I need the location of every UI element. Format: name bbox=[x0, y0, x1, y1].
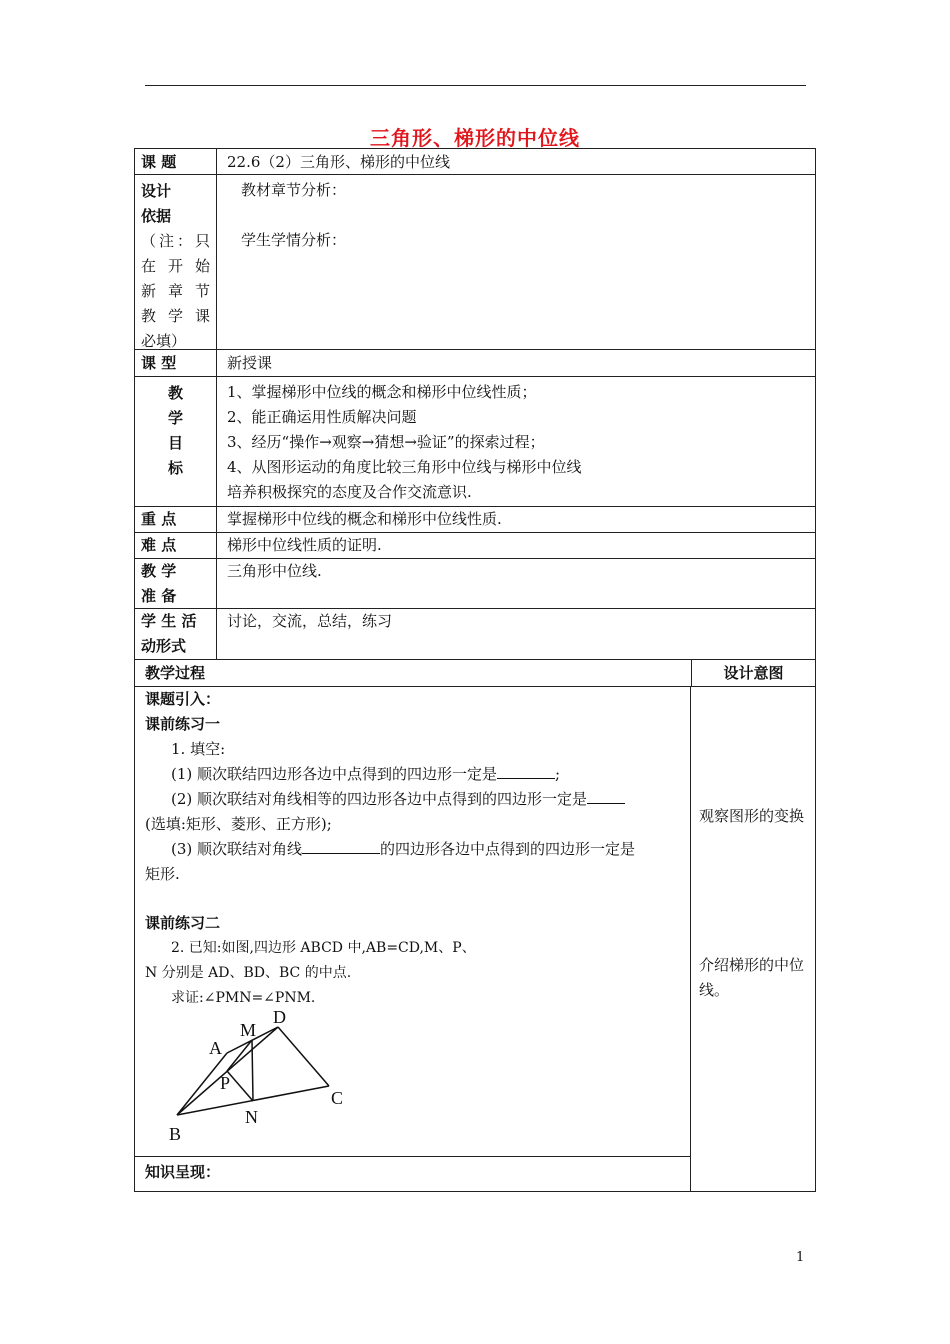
goal-item: 2、能正确运用性质解决问题 bbox=[227, 408, 417, 426]
lesson-table bbox=[134, 148, 816, 1192]
question-1c-text-2: 的四边形各边中点得到的四边形一定是 bbox=[380, 840, 636, 858]
label-b: B bbox=[169, 1124, 182, 1144]
page-title: 三角形、梯形的中位线 bbox=[370, 126, 580, 150]
trapezoid-figure bbox=[165, 1009, 355, 1144]
knowledge-row bbox=[135, 1156, 690, 1191]
question-1c bbox=[171, 837, 635, 862]
label-m: M bbox=[240, 1020, 257, 1040]
question-1c-text: (3) 顺次联结对角线 bbox=[171, 840, 303, 858]
key-label: 重 点 bbox=[135, 507, 217, 532]
goal-item: 3、经历“操作→观察→猜想→验证”的探索过程； bbox=[227, 433, 545, 451]
goals-label-char: 标 bbox=[167, 459, 183, 477]
process-heading: 教学过程 bbox=[145, 664, 206, 682]
segment-pn bbox=[227, 1071, 253, 1101]
knowledge-heading: 知识呈现： bbox=[145, 1163, 221, 1181]
basis-label-1: 设计 bbox=[141, 182, 172, 200]
type-label: 课 型 bbox=[135, 350, 217, 376]
basis-note-5: 必填） bbox=[141, 332, 187, 350]
row-goals bbox=[134, 377, 816, 507]
question-1c-cont: 矩形. bbox=[145, 865, 180, 883]
row-type bbox=[134, 350, 816, 377]
basis-note-3: 新 章 节 bbox=[141, 282, 210, 300]
basis-label bbox=[135, 175, 217, 349]
edge-dc bbox=[278, 1027, 329, 1086]
goals-list bbox=[217, 377, 815, 508]
prep-value: 三角形中位线. bbox=[227, 562, 322, 580]
basis-note-4: 教 学 课 bbox=[141, 307, 210, 325]
basis-note-2: 在 开 始 bbox=[141, 257, 210, 275]
label-p: P bbox=[220, 1073, 231, 1093]
row-activity bbox=[134, 609, 816, 660]
difficulty-value: 梯形中位线性质的证明. bbox=[227, 536, 382, 554]
intent-heading: 设计意图 bbox=[691, 660, 815, 686]
intent-note-2: 介绍梯形的中位线。 bbox=[699, 956, 805, 999]
label-c: C bbox=[331, 1088, 344, 1108]
header-rule bbox=[145, 85, 806, 86]
topic-value: 22.6（2）三角形、梯形的中位线 bbox=[227, 153, 450, 171]
label-n: N bbox=[245, 1107, 258, 1127]
exercise2-heading: 课前练习二 bbox=[145, 914, 221, 932]
goals-label-char: 目 bbox=[167, 434, 183, 452]
activity-label-1: 学 生 活 bbox=[141, 612, 197, 630]
activity-value: 讨论，交流，总结，练习 bbox=[227, 612, 393, 630]
row-topic bbox=[134, 148, 816, 175]
basis-label-2: 依据 bbox=[141, 207, 172, 225]
intent-column bbox=[690, 687, 815, 1191]
question-1b-text: (2) 顺次联结对角线相等的四边形各边中点得到的四边形一定是 bbox=[171, 790, 588, 808]
difficulty-label: 难 点 bbox=[135, 533, 217, 558]
question-2-line3: 求证:∠PMN=∠PNM. bbox=[171, 990, 316, 1006]
student-analysis: 学生学情分析： bbox=[241, 231, 347, 249]
question-1b-cont: (选填:矩形、菱形、正方形); bbox=[145, 815, 332, 833]
goal-item: 1、掌握梯形中位线的概念和梯形中位线性质； bbox=[227, 383, 537, 401]
goals-label-char: 学 bbox=[167, 409, 183, 427]
row-prep bbox=[134, 559, 816, 609]
question-2-line2: N 分别是 AD、BD、BC 的中点. bbox=[145, 965, 352, 981]
type-value: 新授课 bbox=[227, 354, 273, 372]
prep-label-1: 教 学 bbox=[141, 562, 177, 580]
question-1b bbox=[171, 787, 625, 812]
activity-label-2: 动形式 bbox=[141, 637, 187, 655]
goals-label-char: 教 bbox=[167, 384, 183, 402]
answer-blank bbox=[497, 764, 555, 779]
question-1a bbox=[171, 762, 560, 787]
process-header bbox=[134, 660, 816, 687]
question-2-line1: 2. 已知:如图,四边形 ABCD 中,AB=CD,M、P、 bbox=[171, 940, 476, 956]
row-basis bbox=[134, 175, 816, 350]
process-content bbox=[135, 687, 690, 1191]
question-1a-text: (1) 顺次联结四边形各边中点得到的四边形一定是 bbox=[171, 765, 498, 783]
question-1: 1. 填空: bbox=[171, 740, 226, 758]
segment-mn bbox=[252, 1040, 253, 1101]
topic-label: 课 题 bbox=[135, 149, 217, 174]
basis-value bbox=[231, 175, 815, 256]
goal-item: 培养积极探究的态度及合作交流意识. bbox=[227, 483, 472, 501]
prep-label-2: 准 备 bbox=[141, 587, 177, 605]
answer-blank bbox=[587, 789, 625, 804]
key-value: 掌握梯形中位线的概念和梯形中位线性质. bbox=[227, 510, 502, 528]
segment-mp bbox=[227, 1040, 252, 1071]
activity-label bbox=[135, 609, 217, 659]
label-a: A bbox=[209, 1038, 222, 1058]
row-difficulty bbox=[134, 533, 816, 559]
question-1a-end: ; bbox=[555, 765, 561, 783]
row-key bbox=[134, 507, 816, 533]
intro-heading: 课题引入： bbox=[145, 690, 221, 708]
answer-blank bbox=[302, 839, 380, 854]
label-d: D bbox=[273, 1009, 286, 1027]
prep-label bbox=[135, 559, 217, 608]
page-number: 1 bbox=[796, 1250, 805, 1265]
process-body bbox=[134, 687, 816, 1192]
goals-label bbox=[135, 377, 217, 506]
exercise1-heading: 课前练习一 bbox=[145, 715, 221, 733]
intent-note-1: 观察图形的变换 bbox=[699, 807, 805, 825]
goal-item: 4、从图形运动的角度比较三角形中位线与梯形中位线 bbox=[227, 458, 582, 476]
basis-note-1: （注：只 bbox=[141, 232, 210, 250]
textbook-analysis: 教材章节分析： bbox=[241, 181, 347, 199]
